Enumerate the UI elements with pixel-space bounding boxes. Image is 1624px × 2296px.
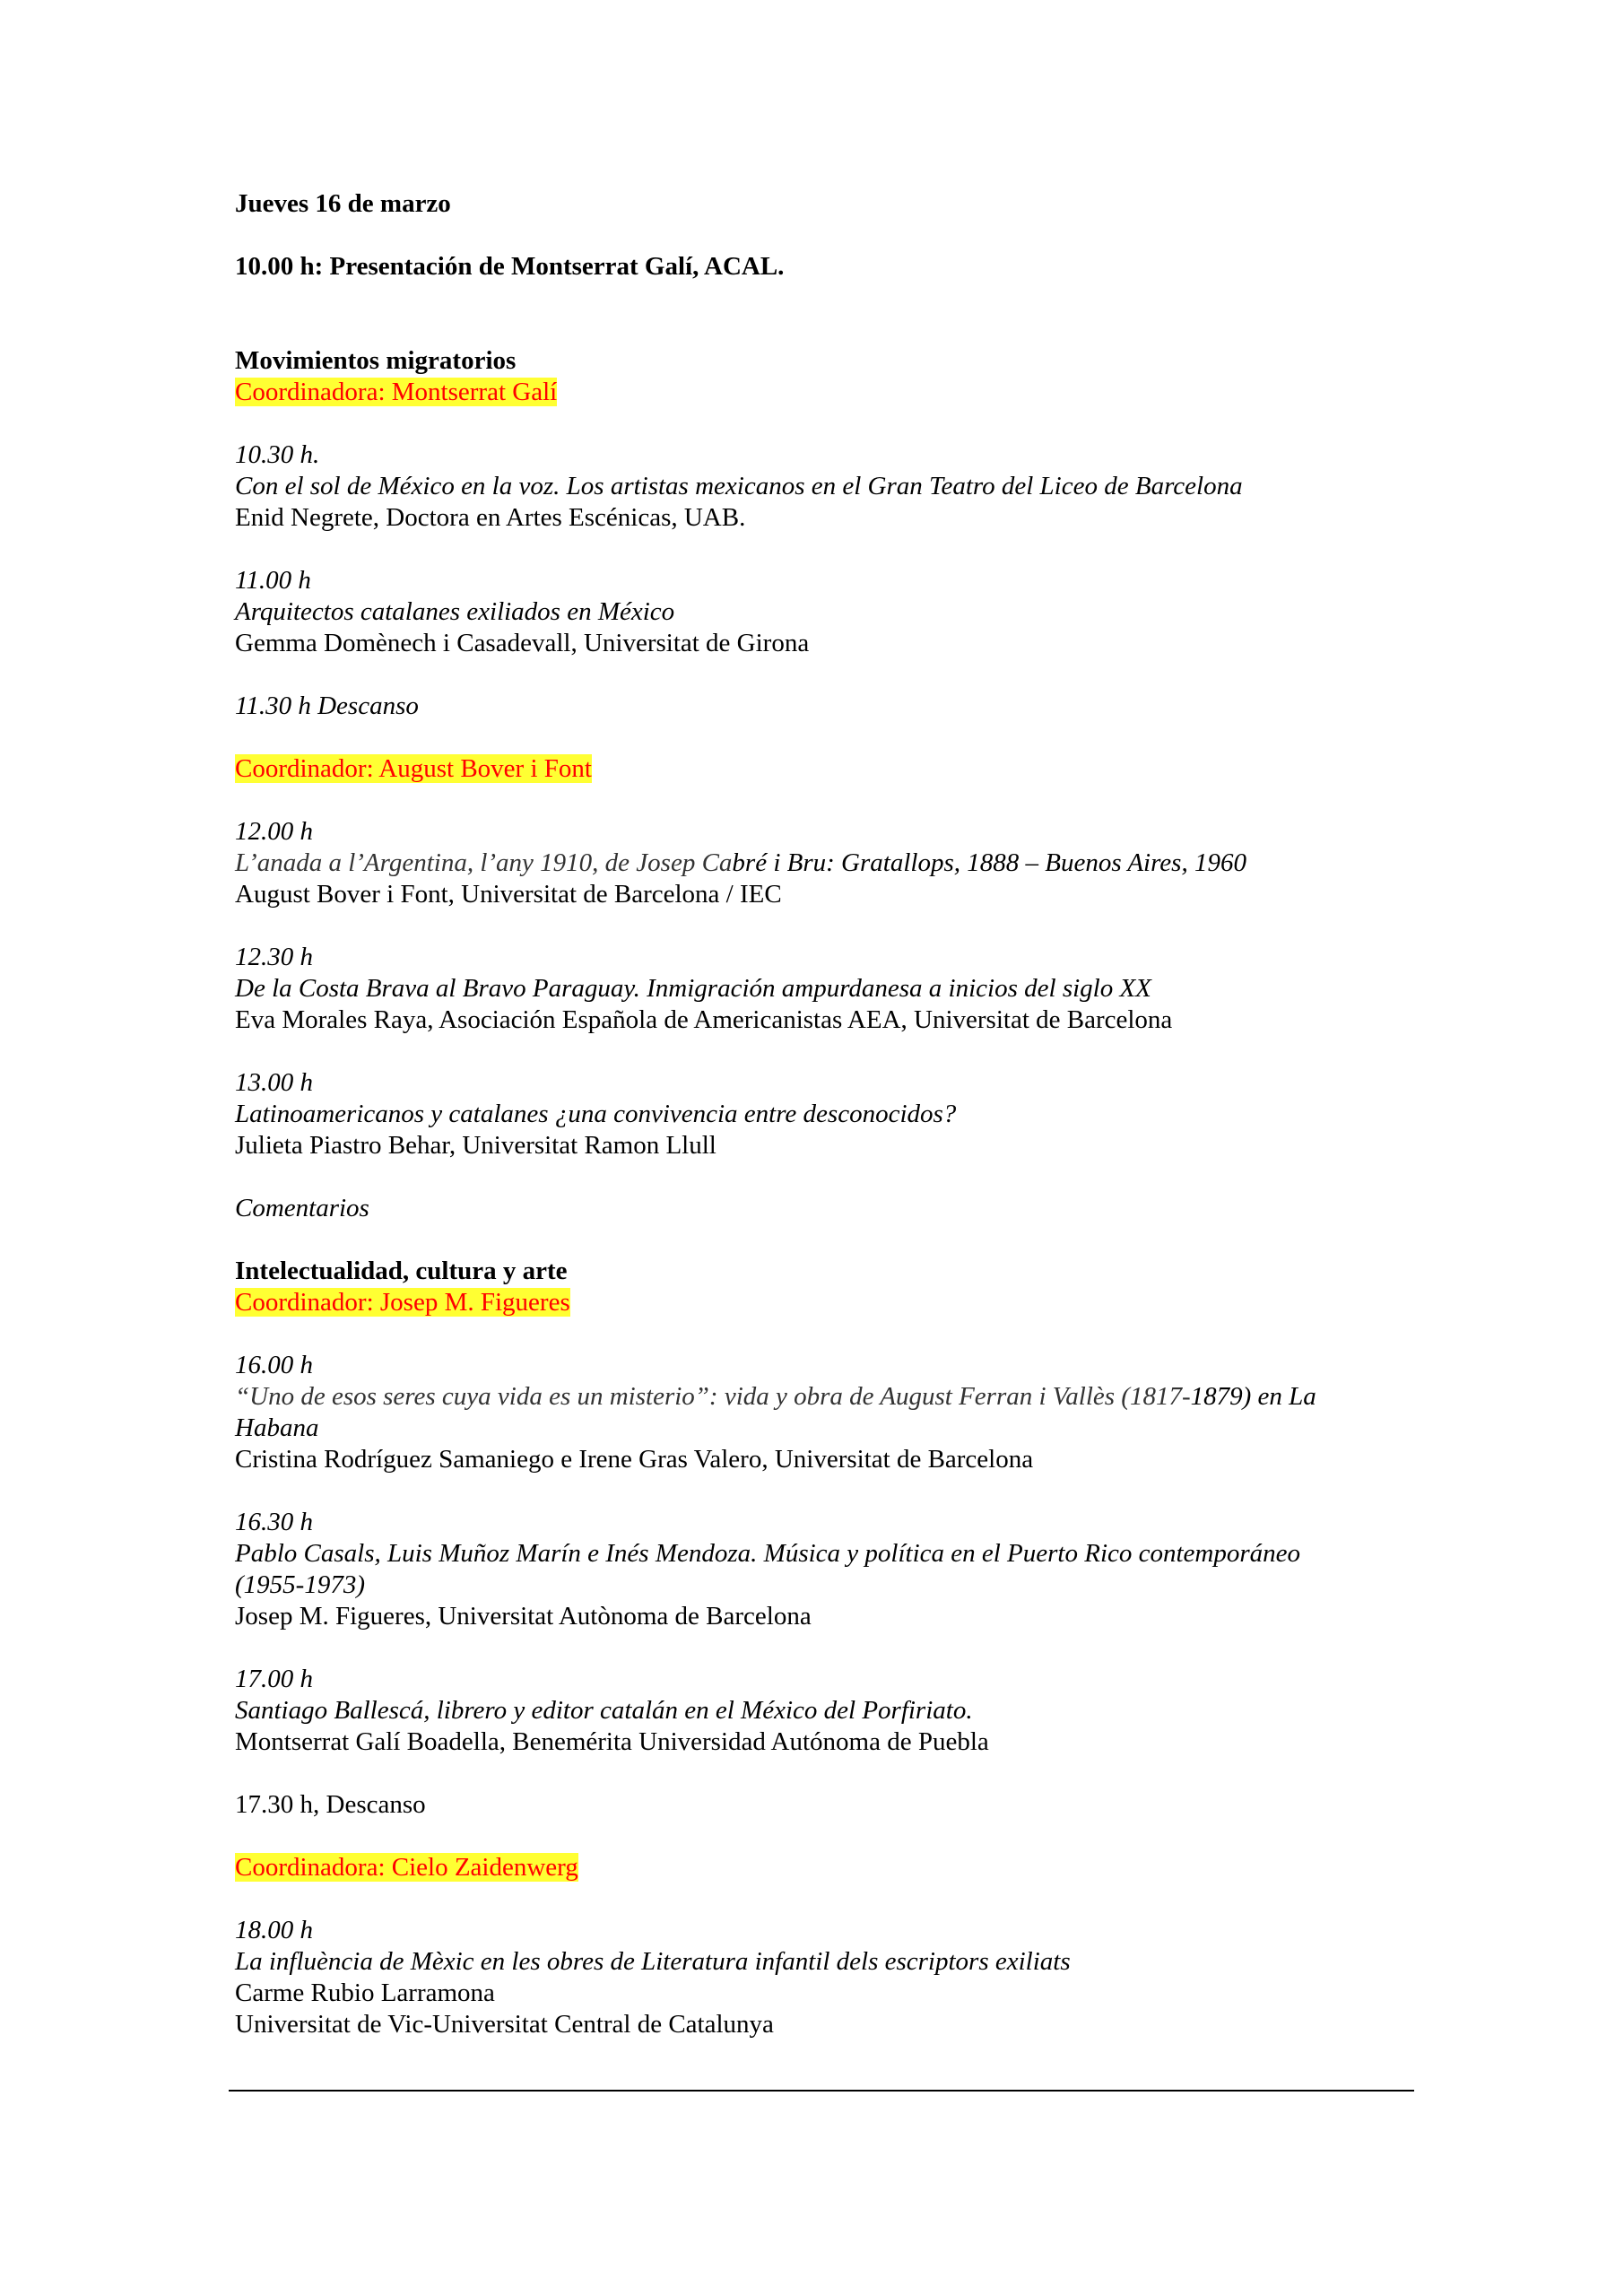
talk-title-part: 1879) en La: [1190, 1382, 1316, 1411]
break-line: 11.30 h Descanso: [235, 691, 419, 720]
coordinator-highlight: Coordinador: Josep M. Figueres: [235, 1288, 570, 1317]
talk-title-continued: Habana: [235, 1413, 319, 1442]
talk-speaker: Julieta Piastro Behar, Universitat Ramon Llull: [235, 1131, 716, 1160]
talk-title: [235, 1381, 1414, 1413]
talk-speaker: Eva Morales Raya, Asociación Española de Americanistas AEA, Universitat de Barcelona: [235, 1005, 1173, 1034]
talk-time: 13.00 h: [235, 1068, 313, 1097]
talk-speaker: Carme Rubio Larramona: [235, 1979, 495, 2007]
talk-title: [235, 848, 1414, 879]
coordinator-line: [235, 753, 1414, 785]
talk-title: De la Costa Brava al Bravo Paraguay. Inmigración ampurdanesa a inicios del siglo XX: [235, 974, 1151, 1003]
talk-speaker: Enid Negrete, Doctora en Artes Escénicas, UAB.: [235, 503, 746, 532]
talk-title-part: L’anada a l’Argentina, l’any 1910, de Josep Ca: [235, 848, 733, 877]
talk-title-part: “Uno de esos seres cuya vida es un misterio”: vida y obra de August Ferran i Vallès (1817-: [235, 1382, 1191, 1411]
coordinator-line: [235, 377, 1414, 408]
day-heading: Jueves 16 de marzo: [235, 189, 451, 218]
talk-speaker: Montserrat Galí Boadella, Benemérita Universidad Autónoma de Puebla: [235, 1727, 989, 1756]
footer-rule: [229, 2090, 1414, 2092]
talk-time: 18.00 h: [235, 1916, 313, 1944]
coordinator-highlight: Coordinadora: Cielo Zaidenwerg: [235, 1853, 578, 1882]
section-title: Movimientos migratorios: [235, 346, 517, 375]
section-title: Intelectualidad, cultura y arte: [235, 1257, 568, 1285]
talk-title: Pablo Casals, Luis Muñoz Marín e Inés Mendoza. Música y política en el Puerto Rico contemporáneo: [235, 1539, 1301, 1568]
talk-time: 16.30 h: [235, 1508, 313, 1536]
talk-time: 12.30 h: [235, 943, 313, 971]
talk-time: 11.00 h: [235, 566, 311, 595]
coordinator-line: [235, 1287, 1414, 1318]
talk-time: 16.00 h: [235, 1351, 313, 1379]
talk-title: Arquitectos catalanes exiliados en México: [235, 597, 675, 626]
coordinator-highlight: Coordinadora: Montserrat Galí: [235, 378, 558, 406]
talk-title: Con el sol de México en la voz. Los artistas mexicanos en el Gran Teatro del Liceo de Barcelona: [235, 472, 1243, 500]
talk-speaker: Cristina Rodríguez Samaniego e Irene Gras Valero, Universitat de Barcelona: [235, 1445, 1034, 1474]
break-line: 17.30 h, Descanso: [235, 1790, 426, 1819]
talk-time: 10.30 h.: [235, 440, 320, 469]
opening-line: 10.00 h: Presentación de Montserrat Galí, ACAL.: [235, 252, 785, 281]
talk-title: Santiago Ballescá, librero y editor catalán en el México del Porfiriato.: [235, 1696, 973, 1725]
coordinator-line: [235, 1852, 1414, 1883]
program-content: [235, 188, 1414, 2040]
comments-line: Comentarios: [235, 1194, 369, 1222]
talk-time: 17.00 h: [235, 1665, 313, 1693]
talk-speaker: Josep M. Figueres, Universitat Autònoma de Barcelona: [235, 1602, 812, 1631]
talk-speaker: August Bover i Font, Universitat de Barcelona / IEC: [235, 880, 782, 909]
talk-speaker-affiliation: Universitat de Vic-Universitat Central de Catalunya: [235, 2010, 774, 2039]
talk-title: Latinoamericanos y catalanes ¿una convivencia entre desconocidos?: [235, 1100, 957, 1128]
talk-title-part: bré i Bru: Gratallops, 1888 – Buenos Aires, 1960: [732, 848, 1246, 877]
talk-time: 12.00 h: [235, 817, 313, 846]
talk-speaker: Gemma Domènech i Casadevall, Universitat de Girona: [235, 629, 810, 657]
coordinator-highlight: Coordinador: August Bover i Font: [235, 754, 592, 783]
talk-title-continued: (1955-1973): [235, 1570, 365, 1599]
talk-title: La influència de Mèxic en les obres de Literatura infantil dels escriptors exiliats: [235, 1947, 1071, 1976]
